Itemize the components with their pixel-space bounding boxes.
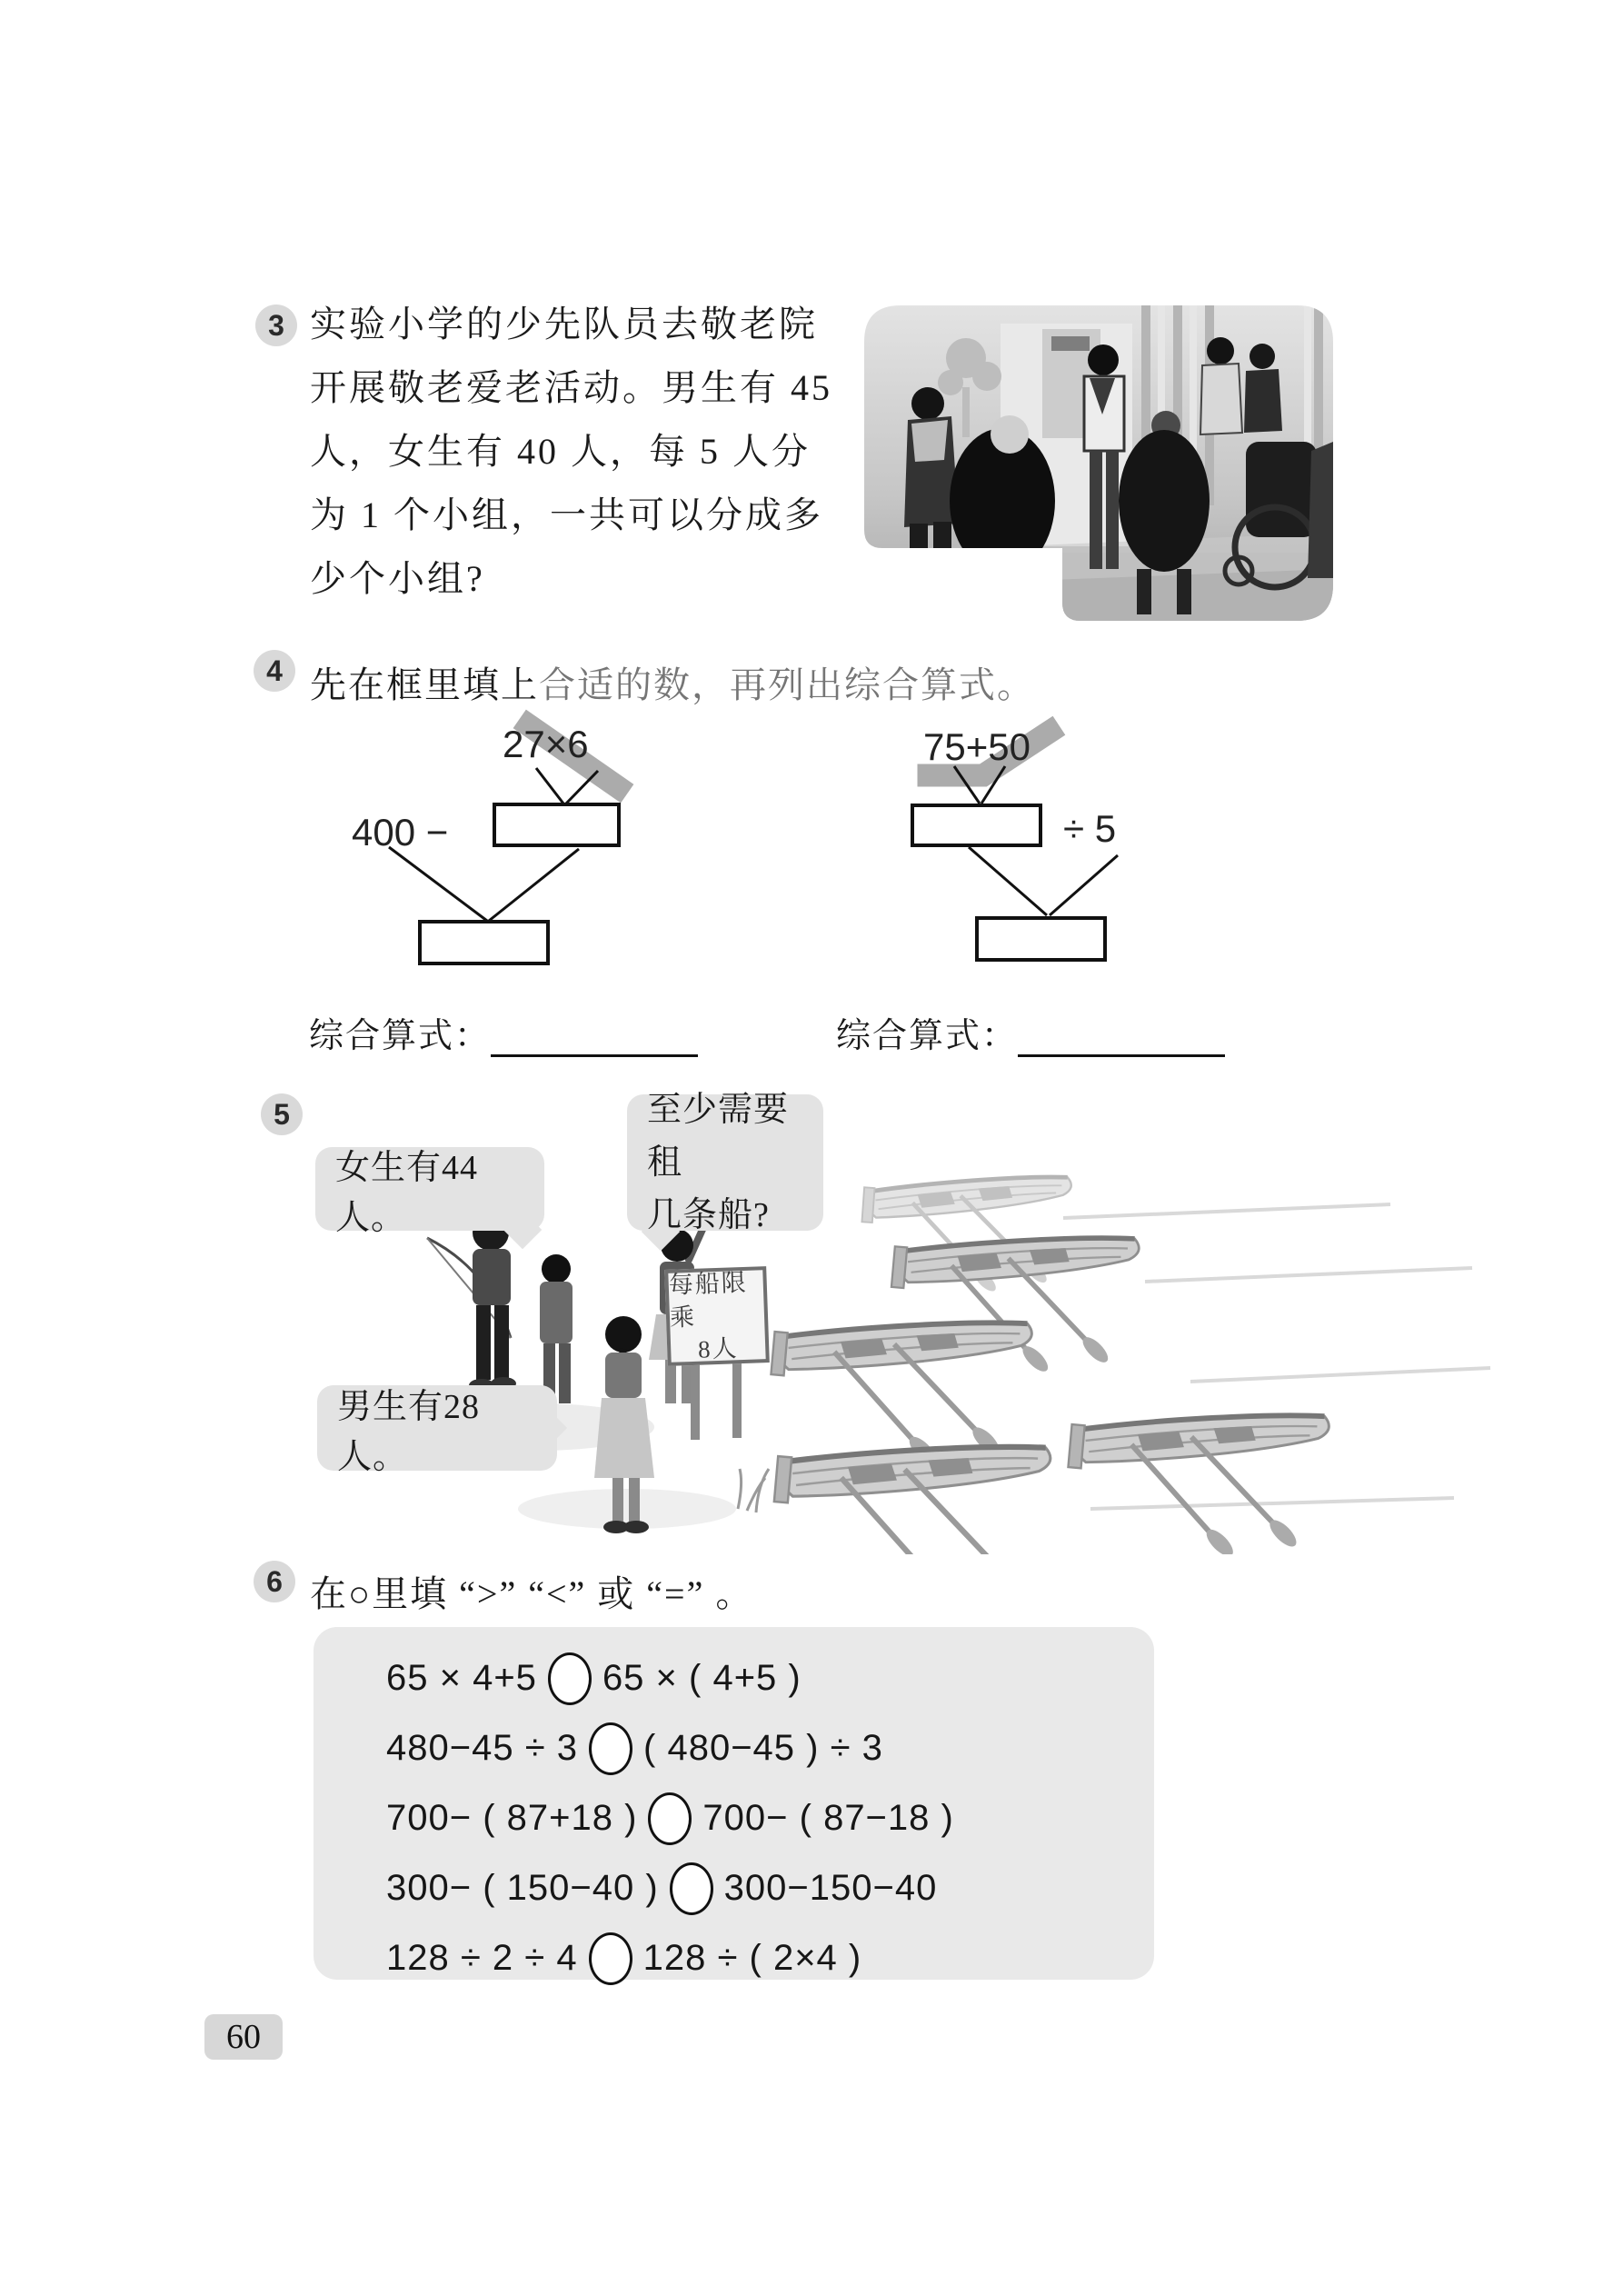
expr-left: 700− ( 87+18 )	[386, 1798, 638, 1838]
expr-left: 128 ÷ 2 ÷ 4	[386, 1938, 578, 1978]
problem3-text	[310, 293, 832, 611]
problem3-badge: 3	[255, 304, 297, 346]
girls-count-bubble	[315, 1147, 544, 1237]
problem4-heading	[310, 656, 1035, 708]
expr-right: 300−150−40	[723, 1868, 938, 1908]
combined-expression-label-left: 综合算式：	[309, 1017, 492, 1055]
expr-right: 128 ÷ ( 2×4 )	[642, 1938, 862, 1978]
question-line1: 至少需要租	[647, 1091, 790, 1182]
expr-right: 65 × ( 4+5 )	[602, 1658, 802, 1698]
answer-box-right-bottom[interactable]	[975, 916, 1107, 962]
sign-line1: 每船限乘	[668, 1268, 749, 1332]
comparison-exercise-box	[314, 1627, 1154, 1980]
problem3-line3: 人，女生有 40 人，每 5 人分	[310, 431, 811, 472]
problem6-heading: 在○里填 “>” “<” 或 “=” 。	[310, 1573, 754, 1614]
boats-illustration	[763, 1154, 1508, 1554]
answer-circle[interactable]	[648, 1792, 692, 1845]
problem3-line1: 实验小学的少先队员去敬老院	[310, 304, 818, 344]
right-tree-suffix: ÷ 5	[1063, 807, 1117, 850]
comparison-row	[386, 1713, 1154, 1783]
answer-line-right[interactable]	[1018, 1018, 1225, 1057]
girls-count-text: 女生有44人。	[335, 1149, 479, 1237]
problem4-heading-faded: 合适的数，再列出综合算式。	[539, 664, 1035, 705]
combined-expression-left	[309, 1007, 698, 1057]
answer-circle[interactable]	[670, 1862, 713, 1915]
comparison-row	[386, 1643, 1154, 1713]
expr-left: 65 × 4+5	[386, 1658, 537, 1698]
sign-line2: 8人	[697, 1334, 740, 1363]
problem6-badge: 6	[254, 1561, 295, 1602]
expr-right: 700− ( 87−18 )	[702, 1798, 954, 1838]
answer-box-right-mid[interactable]	[911, 804, 1042, 847]
left-tree-top-expression: 27×6	[503, 723, 589, 765]
answer-circle[interactable]	[548, 1652, 592, 1705]
answer-box-left-bottom[interactable]	[418, 920, 550, 965]
question-bubble	[627, 1091, 823, 1234]
right-tree-top-expression: 75+50	[923, 725, 1031, 768]
answer-circle[interactable]	[589, 1932, 632, 1985]
nursing-home-photo	[864, 305, 1333, 621]
boys-count-bubble	[317, 1385, 557, 1476]
problem3-line5: 少个小组?	[310, 558, 485, 599]
expr-right: ( 480−45 ) ÷ 3	[643, 1728, 883, 1768]
answer-box-left-mid[interactable]	[493, 803, 621, 847]
problem4-badge: 4	[254, 650, 295, 692]
comparison-row	[386, 1853, 1154, 1923]
expr-left: 480−45 ÷ 3	[386, 1728, 579, 1768]
problem3-line4: 为 1 个小组，一共可以分成多	[310, 494, 823, 535]
comparison-row	[386, 1783, 1154, 1853]
combined-expression-label-right: 综合算式：	[836, 1017, 1019, 1055]
sign-leg	[732, 1358, 742, 1438]
page-number-badge: 60	[204, 2014, 283, 2060]
sign-leg	[691, 1360, 700, 1440]
comparison-row	[386, 1923, 1154, 1993]
problem4-heading-main: 先在框里填上	[310, 664, 539, 705]
boys-count-text: 男生有28人。	[337, 1388, 481, 1476]
answer-line-left[interactable]	[491, 1018, 698, 1057]
answer-circle[interactable]	[589, 1722, 632, 1775]
expr-left: 300− ( 150−40 )	[386, 1868, 659, 1908]
question-line2: 几条船?	[647, 1196, 770, 1234]
problem3-line2: 开展敬老爱老活动。男生有 45	[310, 367, 832, 408]
boat-limit-sign	[664, 1266, 770, 1366]
left-tree-prefix: 400 −	[352, 811, 449, 854]
problem5-badge: 5	[261, 1093, 303, 1135]
combined-expression-right	[836, 1007, 1225, 1057]
